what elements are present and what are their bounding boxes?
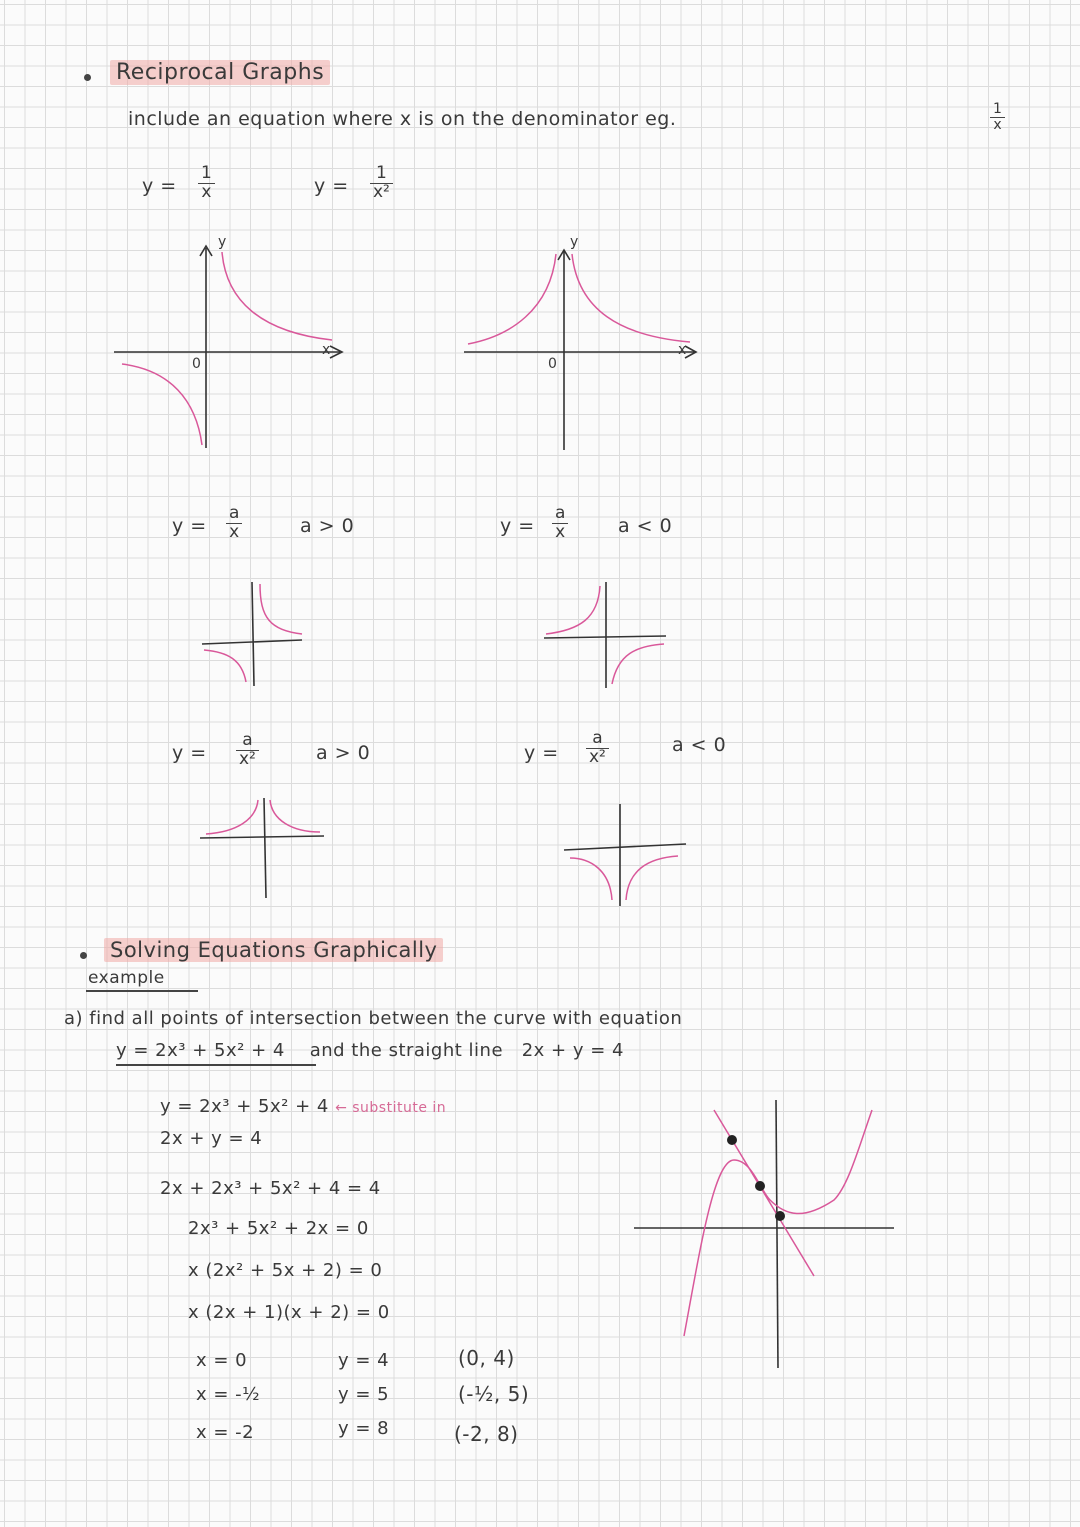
solution-x-1: x = 0	[196, 1350, 248, 1371]
solution-point-1: (0, 4)	[458, 1346, 515, 1370]
example-underline	[86, 990, 198, 992]
question-underline	[116, 1064, 316, 1066]
solution-point-3: (-2, 8)	[454, 1422, 519, 1446]
frac-1-over-x2: 1 x²	[370, 165, 393, 202]
label-y-a-over-x2-neg: y =	[524, 742, 559, 764]
question-line-1: a) find all points of intersection between the curve with equation	[64, 1008, 683, 1029]
solution-y-3: y = 8	[338, 1418, 390, 1439]
frac-a-over-x2-neg: a x²	[586, 730, 609, 767]
working-line-6: x (2x + 1)(x + 2) = 0	[188, 1302, 390, 1323]
section-title-reciprocal: Reciprocal Graphs	[110, 60, 330, 85]
label-y-a-over-x2-pos: y =	[172, 742, 207, 764]
working-line-5: x (2x² + 5x + 2) = 0	[188, 1260, 383, 1281]
graph-1-over-x	[110, 240, 370, 460]
label-y-1-over-x: y =	[142, 175, 177, 197]
label-y-1-over-x2: y =	[314, 175, 349, 197]
frac-1-over-x: 1 x	[198, 165, 215, 202]
intro-text: include an equation where x is on the denominator eg.	[128, 108, 677, 130]
label-y-a-over-x-pos: y =	[172, 515, 207, 537]
intro-example-fraction: 1 x	[990, 102, 1005, 132]
axis-label-y-graph2: y	[570, 234, 579, 250]
condition-a-pos-1: a > 0	[300, 515, 355, 537]
bullet-reciprocal	[84, 74, 91, 81]
condition-a-pos-2: a > 0	[316, 742, 371, 764]
origin-label-graph2: 0	[548, 356, 558, 372]
condition-a-neg-2: a < 0	[672, 734, 727, 756]
frac-a-over-x-pos: a x	[226, 505, 242, 542]
condition-a-neg-1: a < 0	[618, 515, 673, 537]
question-line-2: y = 2x³ + 5x² + 4 and the straight line 2x + y = 4	[116, 1040, 624, 1061]
working-line-3: 2x + 2x³ + 5x² + 4 = 4	[160, 1178, 381, 1199]
solution-y-1: y = 4	[338, 1350, 390, 1371]
axis-label-y-graph1: y	[218, 234, 227, 250]
graph-a-over-x2-neg	[560, 800, 690, 910]
intersection-sketch	[634, 1100, 894, 1370]
example-label: example	[88, 968, 165, 988]
working-line-1: y = 2x³ + 5x² + 4 ← substitute in	[160, 1096, 447, 1117]
frac-a-over-x-neg: a x	[552, 505, 568, 542]
graph-a-over-x2-pos	[196, 790, 326, 900]
solution-x-3: x = -2	[196, 1422, 255, 1443]
graph-a-over-x-neg	[540, 578, 670, 688]
intersection-point-3	[775, 1211, 785, 1221]
section-title-solving: Solving Equations Graphically	[104, 938, 443, 962]
origin-label-graph1: 0	[192, 356, 202, 372]
solution-y-2: y = 5	[338, 1384, 390, 1405]
working-line-2: 2x + y = 4	[160, 1128, 263, 1149]
working-line-4: 2x³ + 5x² + 2x = 0	[188, 1218, 369, 1239]
solution-x-2: x = -½	[196, 1384, 261, 1405]
intersection-point-1	[727, 1135, 737, 1145]
frac-a-over-x2-pos: a x²	[236, 732, 259, 769]
graph-a-over-x-pos	[198, 578, 308, 688]
axis-label-x-graph2: x	[678, 342, 687, 358]
solution-point-2: (-½, 5)	[458, 1382, 530, 1406]
intersection-point-2	[755, 1181, 765, 1191]
axis-label-x-graph1: x	[322, 342, 331, 358]
bullet-solving	[80, 952, 87, 959]
label-y-a-over-x-neg: y =	[500, 515, 535, 537]
